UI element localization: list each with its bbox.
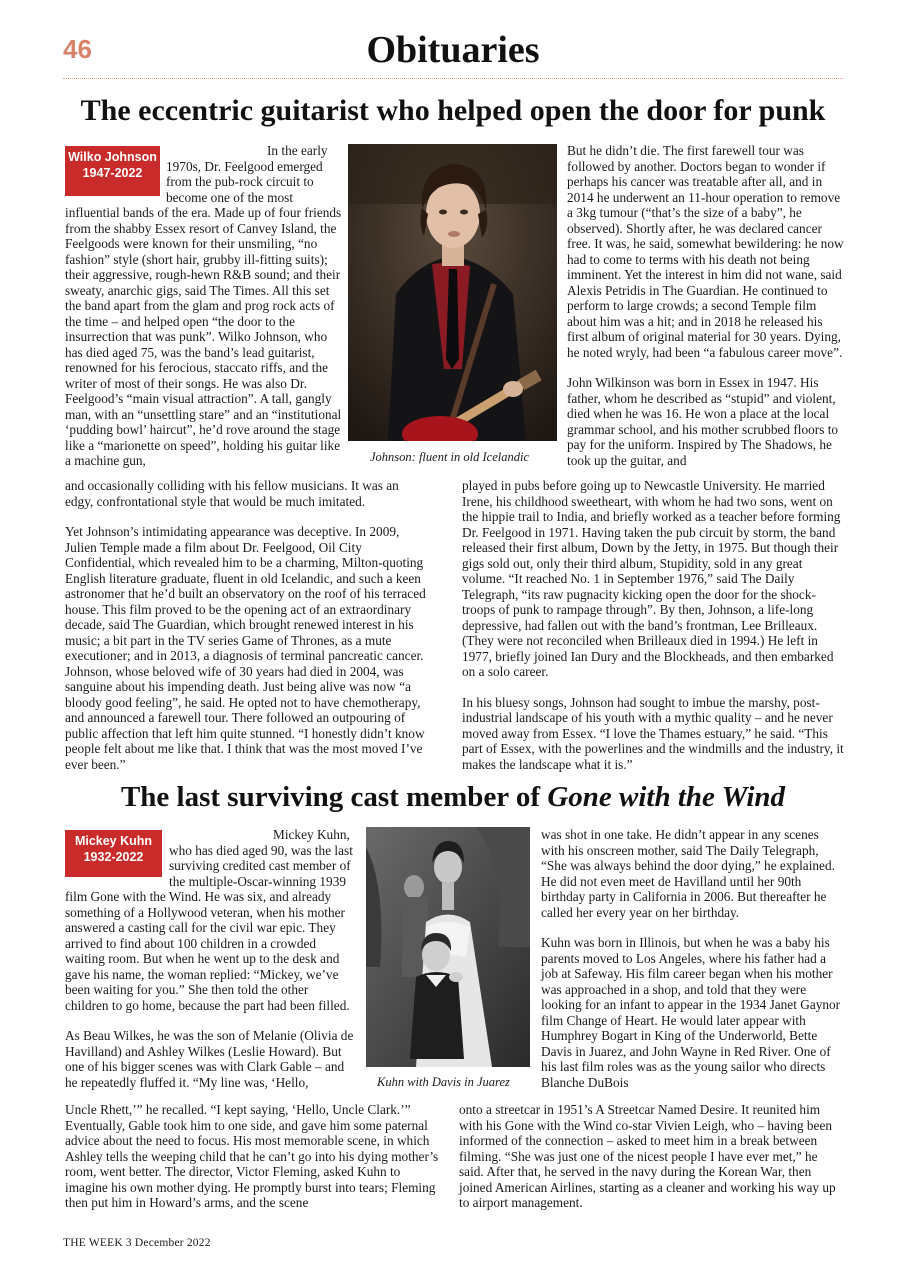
section-title: Obituaries [366,29,540,71]
article2-col1-top-text [65,827,355,1013]
article2-col1-top-span: Mickey Kuhn, who has died aged 90, was the last surviving credited cast member of the multiple-Oscar-winning 1939 film Gone with the Wind. He was six, and already something of a Hollywood veteran, when his mother answered a casting call for the civil war epic. They arrived to find about 100 children in a crowded waiting room. But when he went up to the desk and gave his name, the woman replied: “Mickey, we’ve been waiting for you.” She then told the other children to go home, because the part had been filled. [65,827,353,1013]
article1-col1-p2: Yet Johnson’s intimidating appearance was deceptive. In 2009, Julien Temple made a film about Dr. Feelgood, Oil City Confidential, which revealed him to be a charming, Milton-quoting English literature graduate, fluent in old Icelandic, and such a keen astronomer that he’d built an observatory on the roof of his terraced house. This film proved to be the opening act of an extraordinary decade, said The Guardian, which brought renewed interest in his music; a bit part in the TV series Game of Thrones, as a mute executioner; and in 2013, a diagnosis of terminal pancreatic cancer. Johnson, whose beloved wife of 30 years had died in 2004, was sanguine about his impending death. Just being alive was now “a bloody good feeling”, he said. He opted not to have chemotherapy, and announced a farewell tour. There followed an outpouring of public affection that left him quite stunned. “I honestly didn’t know people felt about me like that. I think that was the most moved I’ve ever been.” [65,524,426,772]
article2-col2-p1: was shot in one take. He didn’t appear in any scenes with his onscreen mother, said The Daily Telegraph, “She was always behind the door dying,” he explained. He did not even meet de Havilland until her 90th birthday party in California in 2006. But thereafter he called her every year on her birthday. [541,827,835,920]
page-number: 46 [63,34,92,64]
article1-col2-top [567,143,844,468]
article2-col1-p2-bottom: Uncle Rhett,’” he recalled. “I kept saying, ‘Hello, Uncle Clark.’” Eventually, Gable took him to one side, and gave him some paternal advice about the need to focus. His most memorable scene, in which Ashley tells the weeping child that he can’t go into his dying mother’s room, went better. The director, Victor Fleming, asked Kuhn to imagine his own mother dying. He promptly burst into tears; Fleming then put him in Howard’s arms, and the scene [65,1102,439,1210]
article1-col2-p2-bottom: played in pubs before going up to Newcastle University. He married Irene, his childhood sweetheart, with whom he had two sons, went on the hippie trail to India, and briefly worked as a teacher before forming Dr. Feelgood in 1971. Having taken the pub circuit by storm, the band released their first album, Down by the Jetty, in 1975. But though their gigs sold out, only their third album, Stupidity, sold in any great volume. “It reached No. 1 in September 1976,” said The Daily Telegraph, “its raw pugnacity kicking open the door for the shock-troops of punk to rampage through”. By then, Johnson, a life-long depressive, had fallen out with the band’s frontman, Lee Brilleaux. (They were not reconciled when Brilleaux died in 1994.) He left in 1977, briefly joined Ian Dury and the Blockheads, and then embarked on a solo career. [462,478,841,679]
article2-col2-bottom [459,1102,844,1211]
article1-col2-p1: But he didn’t die. The first farewell tour was followed by another. Doctors began to wonder if perhaps his cancer was treatable after all, and in 2014 he underwent an 11-hour operation to remove a 3kg tumour (“that’s the size of a baby”, he observed). Shortly after, he was declared cancer free. It was, he said, somewhat bewildering: he now had to come to terms with his death not being imminent. Yet the interest in him did not wane, said Alexis Petridis in The Guardian. He continued to perform to large crowds; a second Temple film about him was a hit; and in 2018 he released his first album of original material for 30 years. Dying, he noted wryly, had been “a fabulous career move”. [567,143,844,360]
article1-col1-top-text [65,143,343,469]
article1-col1-bottom-text: and occasionally colliding with his fellow musicians. It was an edgy, confrontational style that would be much imitated. [65,478,399,509]
kuhn-photo-caption: Kuhn with Davis in Juarez [377,1075,510,1089]
article1-badge-years: 1947-2022 [82,166,143,180]
johnson-photo-caption: Johnson: fluent in old Icelandic [370,450,529,464]
article2-col2-p2-top: Kuhn was born in Illinois, but when he was a baby his parents moved to Los Angeles, where his father had a job at Safeway. His film career began when his mother was approached in a shop, and told that they were looking for an infant to appear in the 1934 Janet Gaynor film Change of Heart. He would later appear with Humphrey Bogart in King of the Underworld, Bette Davis in Juarez, and John Wayne in Red River. One of his last film roles was as the young sailor who directs Blanche DuBois [541,935,841,1090]
article2-badge-years: 1932-2022 [83,850,144,864]
kuhn-photo [366,827,530,1067]
article2-badge-name: Mickey Kuhn [74,834,153,848]
article2-col1-bottom [65,1102,443,1211]
article1-col2-p3: In his bluesy songs, Johnson had sought to imbue the marshy, post-industrial landscape of his youth with a mythic quality – and he never moved away from Essex. “I love the Thames estuary,” he said. “This part of Essex, with the powerlines and the windmills and the industry, it makes the landscape what it is.” [462,694,844,772]
article1-col2-p2-top: John Wilkinson was born in Essex in 1947. His father, whom he described as “stupid” and violent, died when he was 16. He won a place at the local grammar school, and his mother scrubbed floors to pay for the uniform. Inspired by The Shadows, he took up the guitar, and [567,375,839,468]
article1-headline: The eccentric guitarist who helped open the door for punk [80,94,826,127]
article2-col2-p2-bottom: onto a streetcar in 1951’s A Streetcar Named Desire. It reunited him with his Gone with the Wind co-star Vivien Leigh, who – having been informed of the connection – asked to meet him in a break between filming. “She was just one of the nicest people I have ever met,” he said. After that, he served in the navy during the Korean War, then joined American Airlines, starting as a cleaner and working his way up to airport management. [459,1102,836,1210]
kuhn-photo-illustration [366,827,530,1067]
article1-col1-bottom [65,478,430,772]
johnson-photo-illustration [348,144,557,441]
article2-headline-plain: The last surviving cast member of [120,781,548,813]
article2-col2-top [541,827,844,1090]
article2-headline [0,781,906,814]
article1-badge-name: Wilko Johnson [68,150,157,164]
article2-col1-p2-top: As Beau Wilkes, he was the son of Melanie (Olivia de Havilland) and Ashley Wilkes (Leslie Howard). But one of his bigger scenes was with Clark Gable – and he repeatedly fluffed it. “My line was, ‘Hello, [65,1028,354,1090]
johnson-photo [348,144,557,441]
article1-col2-bottom [462,478,844,772]
article1-col1-top [65,143,343,469]
article1-col1-top-span: In the early 1970s, Dr. Feelgood emerged from the pub-rock circuit to become one of the most influential bands of the era. Made up of four friends from the shabby Essex resort of Canvey Island, the Feelgoods were known for their unsmiling, “no fashion” style (short hair, grubby ill-fitting suits); their aggressive, rough-hewn R&B sound; and their sweaty, anarchic gigs, said The Times. All this set the band apart from the glam and prog rock acts of the time – and helped open “the door to the insurrection that was punk”. Wilko Johnson, who has died aged 75, was the band’s lead guitarist, renowned for his ferocious, staccato riffs, and the writer of most of their songs. He was also Dr. Feelgood’s “main visual attraction”. A tall, gangly man, with an “unsettling stare” and an “institutional ‘pudding bowl’ haircut”, he’d rove around the stage like a “marionette on speed”, holding his guitar like a machine gun, [65,143,342,468]
article2-headline-italic: Gone with the Wind [547,781,786,813]
page-footer: THE WEEK 3 December 2022 [63,1237,211,1249]
article2-col1-top [65,827,355,1090]
header-rule [63,78,843,79]
